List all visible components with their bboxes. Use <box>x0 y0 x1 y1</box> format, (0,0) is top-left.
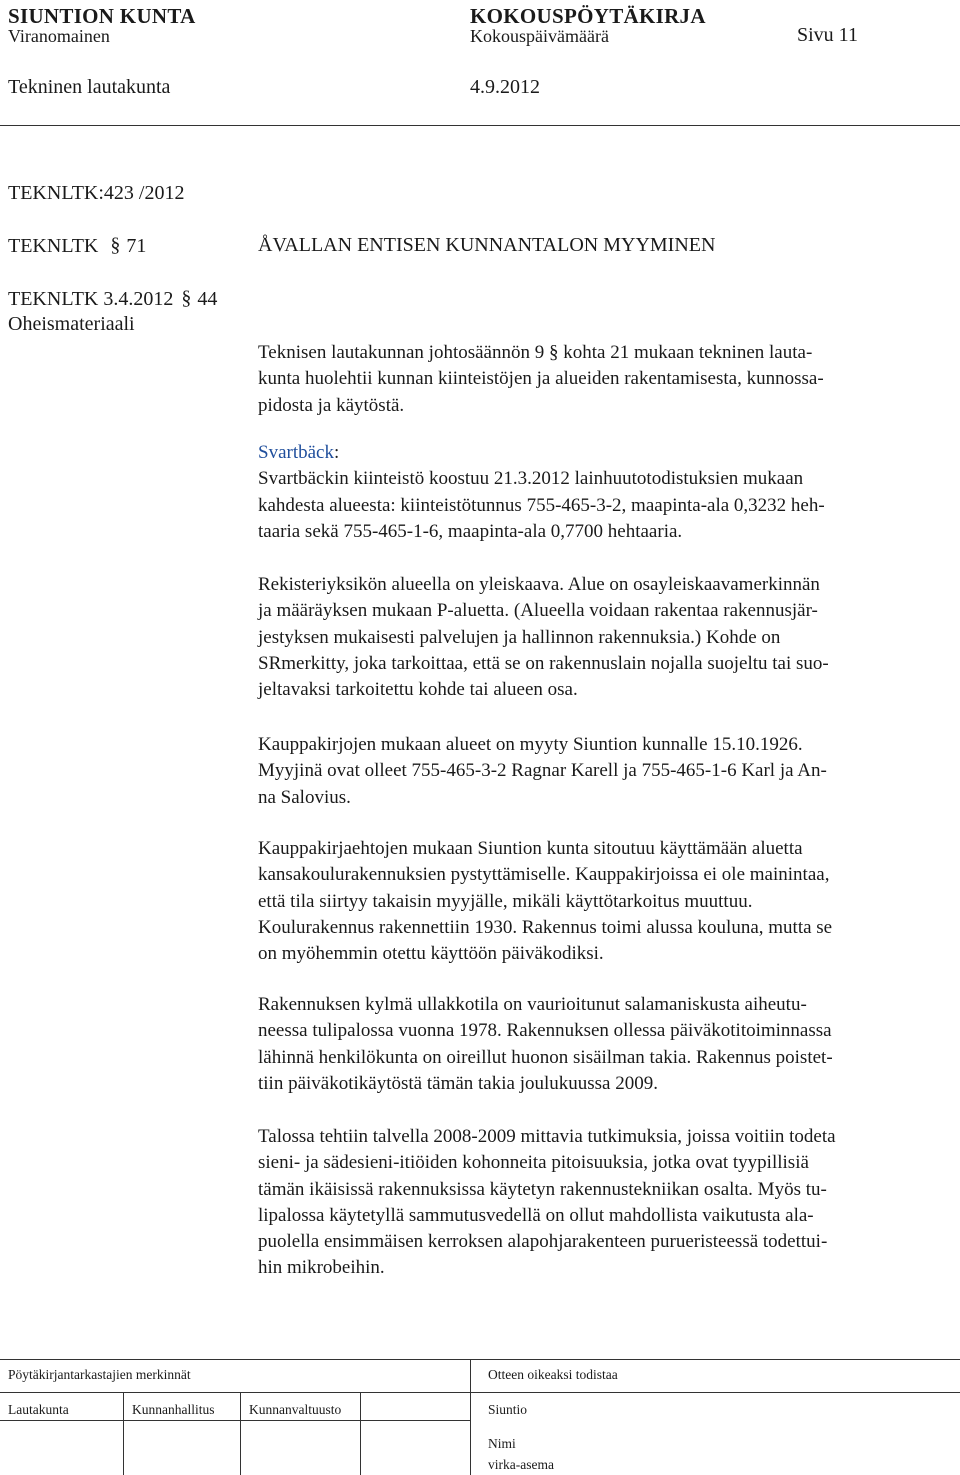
intro-line: kunta huolehtii kunnan kiinteistöjen ja alueiden rakentamisesta, kunnossa- <box>258 368 824 390</box>
section-heading: Svartbäck: <box>258 442 340 463</box>
paragraph-line: jestyksen mukaisesti palvelujen ja hallinnon rakennuksia.) Kohde on <box>258 626 781 648</box>
paragraph-line: Rakennuksen kylmä ullakkotila on vaurioitunut salamaniskusta aiheutu- <box>258 994 807 1015</box>
section-number: TEKNLTK § 71 <box>8 234 147 257</box>
footer-signature-divider <box>0 1420 470 1421</box>
terms-paragraph <box>258 836 948 967</box>
paragraph-line: Kauppakirjojen mukaan alueet on myyty Siuntion kunnalle 15.10.1926. <box>258 734 803 755</box>
paragraph-line: ja määräyksen mukaan P-aluetta. (Alueella voidaan rakentaa rakennusjär- <box>258 600 818 622</box>
committee-name: Tekninen lautakunta <box>8 76 171 98</box>
paragraph-line: kahdesta alueesta: kiinteistötunnus 755-465-3-2, maapinta-ala 0,3232 heh- <box>258 494 825 516</box>
intro-line: pidosta ja käytöstä. <box>258 394 405 416</box>
footer-cell-divider <box>240 1392 241 1475</box>
org-name: SIUNTION KUNTA <box>8 4 196 28</box>
title-label: virka-asema <box>488 1457 554 1472</box>
paragraph-line: SRmerkitty, joka tarkoittaa, että se on rakennuslain nojalla suojeltu tai suo- <box>258 652 829 674</box>
damage-paragraph <box>258 992 948 1097</box>
paragraph-line: Talossa tehtiin talvella 2008-2009 mittavia tutkimuksia, joissa voitiin todeta <box>258 1126 836 1147</box>
paragraph-line: Kauppakirjaehtojen mukaan Siuntion kunta sitoutuu käyttämään aluetta <box>258 838 803 859</box>
paragraph-line: sieni- ja sädesieni-itiöiden kohonneita pitoisuuksia, jotka ovat tyypillisiä <box>258 1152 809 1174</box>
case-reference: TEKNLTK:423 /2012 <box>8 182 185 204</box>
paragraph-line: hin mikrobeihin. <box>258 1257 385 1279</box>
footer-cell-divider <box>123 1392 124 1475</box>
attachments-label: Oheismateriaali <box>8 313 135 335</box>
paragraph-line: Rekisteriyksikön alueella on yleiskaava. Alue on osayleiskaavamerkinnän <box>258 574 820 595</box>
footer-top-divider <box>0 1359 960 1360</box>
svartback-section <box>258 440 948 545</box>
certified-copy-label: Otteen oikeaksi todistaa <box>488 1367 618 1382</box>
paragraph-line: Myyjinä ovat olleet 755-465-3-2 Ragnar Karell ja 755-465-1-6 Karl ja An- <box>258 760 827 782</box>
intro-paragraph <box>258 340 948 419</box>
paragraph-line: tiin päiväkotikäytöstä tämän takia joulukuussa 2009. <box>258 1072 658 1094</box>
paragraph-line: taaria sekä 755-465-1-6, maapinta-ala 0,7700 hehtaaria. <box>258 520 683 542</box>
paragraph-line: na Salovius. <box>258 786 351 808</box>
municipal-board-label: Kunnanhallitus <box>132 1402 215 1417</box>
paragraph-line: kansakoulurakennuksien pystyttämiselle. Kauppakirjoissa ei ole mainintaa, <box>258 864 830 886</box>
council-label: Kunnanvaltuusto <box>249 1402 342 1417</box>
deeds-paragraph <box>258 732 948 811</box>
section-sign-icon: § <box>181 287 192 309</box>
studies-paragraph <box>258 1124 948 1282</box>
case-title: ÅVALLAN ENTISEN KUNNANTALON MYYMINEN <box>258 234 716 256</box>
footer-cell-divider <box>360 1392 361 1475</box>
paragraph-line: on myöhemmin otettu käyttöön päiväkodiksi. <box>258 943 604 965</box>
intro-line: Teknisen lautakunnan johtosäännön 9 § kohta 21 mukaan tekninen lauta- <box>258 342 813 363</box>
footer-mid-divider <box>0 1392 960 1393</box>
inspectors-marks-label: Pöytäkirjantarkastajien merkinnät <box>8 1367 191 1382</box>
paragraph-line: neessa tulipalossa vuonna 1978. Rakennuksen ollessa päiväkotitoiminnassa <box>258 1020 832 1042</box>
authority-label: Viranomainen <box>8 26 110 46</box>
paragraph-line: että tila siirtyy takaisin myyjälle, mikäli käyttötarkoitus muuttuu. <box>258 890 753 912</box>
paragraph-line: lipalossa käytetyllä sammutusvedellä on ollut mahdollista vaikutusta ala- <box>258 1204 814 1226</box>
page-number: Sivu 11 <box>797 24 858 46</box>
footer-column-divider <box>470 1359 471 1475</box>
paragraph-line: Svartbäckin kiinteistö koostuu 21.3.2012 lainhuutotodistuksien mukaan <box>258 468 804 490</box>
section-sign-icon: § <box>110 234 121 256</box>
header-divider <box>0 125 960 126</box>
board-label: Lautakunta <box>8 1402 69 1417</box>
meeting-date-label: Kokouspäivämäärä <box>470 26 609 46</box>
paragraph-line: Koulurakennus rakennettiin 1930. Rakennus toimi alussa kouluna, mutta se <box>258 916 833 938</box>
paragraph-line: lähinnä henkilökunta on oireillut huonon sisäilman takia. Rakennus poistet- <box>258 1046 833 1068</box>
place-label: Siuntio <box>488 1402 528 1417</box>
document-type: KOKOUSPÖYTÄKIRJA <box>470 4 706 28</box>
paragraph-line: jeltavaksi tarkoitettu kohde tai alueen osa. <box>258 679 578 701</box>
meeting-date: 4.9.2012 <box>470 76 540 98</box>
previous-meeting-reference: TEKNLTK 3.4.2012 § 44 <box>8 287 218 310</box>
paragraph-line: tämän ikäisissä rakennuksissa käytetyn rakennustekniikan osalta. Myös tu- <box>258 1178 827 1200</box>
zoning-paragraph <box>258 572 948 703</box>
paragraph-line: puolella ensimmäisen kerroksen alapohjarakenteen purueristeessä todettui- <box>258 1231 828 1253</box>
name-label: Nimi <box>488 1436 516 1451</box>
